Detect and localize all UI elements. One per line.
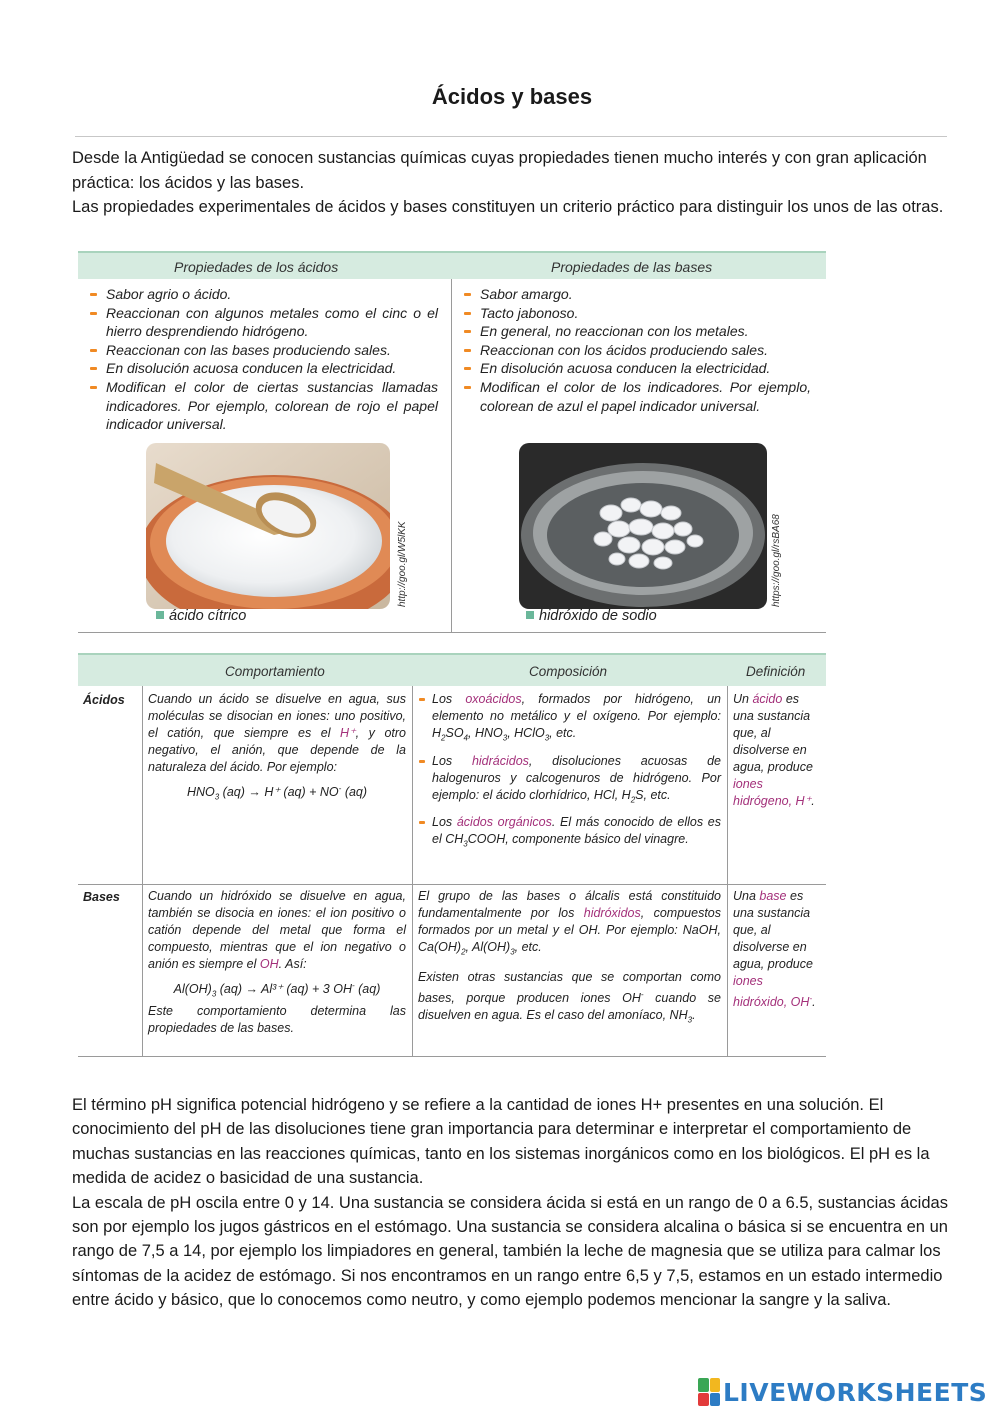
- bases-properties-header: Propiedades de las bases: [551, 259, 713, 275]
- intro-paragraph-1: Desde la Antigüedad se conocen sustancias químicas cuyas propiedades tienen mucho interés y con gran aplicación práctica: los ácidos y las bases.: [72, 149, 927, 192]
- behavior-table: [78, 653, 826, 1057]
- list-item: Tacto jabonoso.: [458, 304, 811, 323]
- bases-composition-cell: El grupo de las bases o álcalis está constituido fundamentalmente por los hidróxidos, compuestos formados por un metal y el OH. Por ejemplo: NaOH, $Ca(OH)_2$, $Al(OH)_3$, etc. Existen otras sustancias que se comportan como bases, porque producen iones OH- cuando se disuelven en agua. Es el caso del amoníaco, $NH_3$.: [418, 889, 721, 1025]
- ph-paragraph-1: El término pH significa potencial hidrógeno y se refiere a la cantidad de iones H+ presentes en una solución. El conocimiento del pH de las disoluciones tiene gran importancia para determinar e interpretar el comportamiento de muchas sustancias en las reacciones químicas, tanto en los sistemas inorgánicos como en los biológicos. El pH es la medida de acidez o basicidad de una sustancia.: [72, 1096, 930, 1188]
- list-item: Reaccionan con algunos metales como el cinc o el hierro desprendiendo hidrógeno.: [84, 304, 438, 341]
- acids-properties-header: Propiedades de los ácidos: [174, 259, 339, 275]
- list-item: Reaccionan con las bases produciendo sales.: [84, 341, 438, 360]
- list-item: Modifican el color de los indicadores. Por ejemplo, colorean de azul el papel indicador universal.: [458, 378, 811, 415]
- behavior-header: Comportamiento: [225, 664, 325, 679]
- acids-composition-list: [418, 691, 721, 859]
- composition-header: Composición: [529, 664, 608, 679]
- bases-definition-cell: Una base es una sustancia que, al disolverse en agua, produce iones hidróxido, OH-.: [733, 889, 816, 1010]
- caption-marker-icon: [526, 611, 534, 619]
- list-item: Los oxoácidos, formados por hidrógeno, un elemento no metálico y el oxígeno. Por ejemplo: $H_2SO_4$, $HNO_3$, HClO$_3$, etc.: [418, 691, 721, 747]
- base-photo-credit: https://goo.gl/rsBA68: [771, 514, 782, 607]
- acid-dissociation-equation: $HNO_3$ (aq) → H⁺ (aq) + NO- (aq): [186, 784, 368, 802]
- row-divider: [78, 884, 826, 885]
- acid-photo-credit: http://goo.gl/W5lKK: [397, 521, 408, 607]
- list-item: En general, no reaccionan con los metales.: [458, 322, 811, 341]
- intro-text: [72, 146, 952, 220]
- base-dissociation-equation: $Al(OH)_3$ (aq) → Al³⁺ (aq) + 3 OH- (aq): [173, 981, 381, 999]
- list-item: Sabor agrio o ácido.: [84, 285, 438, 304]
- column-divider: [727, 686, 728, 1056]
- list-item: Los ácidos orgánicos. El más conocido de ellos es el $CH_3COOH$, componente básico del vinagre.: [418, 814, 721, 853]
- acids-definition-cell: Un ácido es una sustancia que, al disolverse en agua, produce iones hidrógeno, H⁺.: [733, 692, 815, 808]
- column-divider: [142, 686, 143, 1056]
- ph-explanation: [72, 1093, 956, 1313]
- acid-photo-caption: ácido cítrico: [156, 608, 246, 624]
- list-item: En disolución acuosa conducen la electricidad.: [84, 359, 438, 378]
- bases-row-label: Bases: [83, 890, 120, 904]
- column-divider: [412, 686, 413, 1056]
- citric-acid-photo: [146, 443, 390, 609]
- acids-properties-list: [84, 285, 438, 434]
- bases-behavior-cell: Cuando un hidróxido se disuelve en agua, también se disocia en iones: el ion positivo o catión depende del metal que forma el compuesto, mientras que el ion negativo o anión es siempre el OH. Así: $Al(OH)_3$ (aq) → Al³⁺ (aq) + 3 OH- (aq) Este comportamiento determina las propiedades de las bases.: [148, 889, 406, 1035]
- page-title: Ácidos y bases: [431, 84, 593, 109]
- definition-header: Definición: [746, 664, 806, 679]
- liveworksheets-logo[interactable]: [698, 1377, 987, 1407]
- logo-badge-icon: [698, 1378, 720, 1406]
- logo-text: LIVEWORKSHEETS: [723, 1377, 988, 1407]
- list-item: Los hidrácidos, disoluciones acuosas de halogenuros y calcogenuros de hidrógeno. Por ejemplo: el ácido clorhídrico, HCl, $H_2S$, etc.: [418, 753, 721, 809]
- ph-paragraph-2: La escala de pH oscila entre 0 y 14. Una sustancia se considera ácida si está en un rango de 0 a 6.5, sustancias ácidas son por ejemplo los jugos gástricos en el estómago. Una sustancia se considera alcalina o básica si se encuentra en un rango de 7,5 a 14, por ejemplo los limpiadores en general, también la leche de magnesia que se utiliza para calmar los síntomas de la acidez de estómago. Si nos encontramos en un rango entre 6,5 y 7,5, estamos en un estado intermedio entre ácido y básico, que lo conocemos como neutro, y como ejemplo podemos mencionar la sangre y la saliva.: [72, 1193, 948, 1310]
- title-rule: [75, 136, 947, 137]
- caption-marker-icon: [156, 611, 164, 619]
- list-item: En disolución acuosa conducen la electricidad.: [458, 359, 811, 378]
- bases-properties-list: [458, 285, 811, 415]
- properties-table: [78, 251, 826, 633]
- acids-row-label: Ácidos: [83, 693, 125, 707]
- behavior-table-header: [78, 653, 826, 686]
- column-divider: [451, 279, 452, 632]
- base-photo-caption: hidróxido de sodio: [526, 608, 657, 624]
- properties-header: [78, 251, 826, 279]
- list-item: Sabor amargo.: [458, 285, 811, 304]
- intro-paragraph-2: Las propiedades experimentales de ácidos y bases constituyen un criterio práctico para distinguir los unos de las otras.: [72, 198, 944, 216]
- list-item: Modifican el color de ciertas sustancias llamadas indicadores. Por ejemplo, colorean de rojo el papel indicador universal.: [84, 378, 438, 434]
- acids-behavior-cell: Cuando un ácido se disuelve en agua, sus moléculas se disocian en iones: uno positivo, el catión, que siempre es el H⁺, y otro negativo, el anión, que depende de la naturaleza del ácido. Por ejemplo: $HNO_3$ (aq) → H⁺ (aq) + NO- (aq): [148, 691, 406, 806]
- list-item: Reaccionan con los ácidos produciendo sales.: [458, 341, 811, 360]
- sodium-hydroxide-photo: [519, 443, 767, 609]
